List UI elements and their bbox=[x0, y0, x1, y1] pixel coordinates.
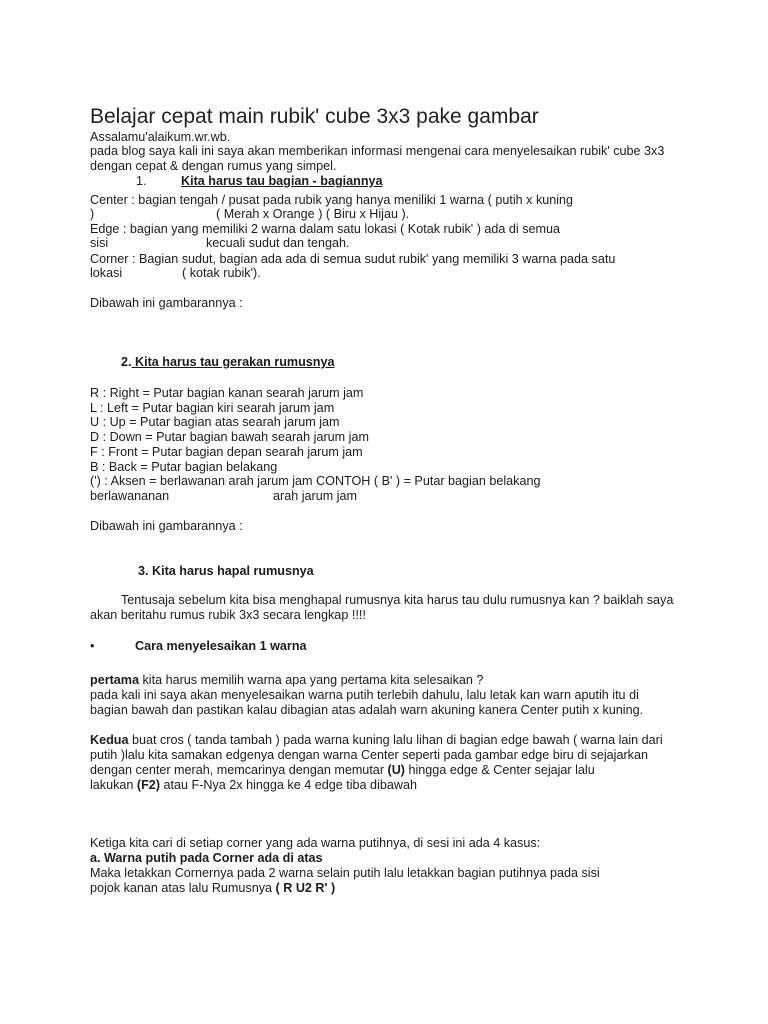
section2-number: 2. bbox=[121, 355, 132, 369]
corner-line-1: Corner : Bagian sudut, bagian ada ada di semua sudut rubik' yang memiliki 3 warna pada satu bbox=[90, 252, 616, 266]
center-line-1: Center : bagian tengah / pusat pada rubik yang hanya meniliki 1 warna ( putih x kuning bbox=[90, 193, 574, 207]
move-line: F : Front = Putar bagian depan searah jarum jam bbox=[90, 445, 363, 459]
kedua-line-3c: hingga edge & Center sejajar lalu bbox=[405, 763, 595, 777]
move-line: B : Back = Putar bagian belakang bbox=[90, 460, 278, 474]
section1-number: 1. bbox=[136, 174, 147, 188]
edge-line-1: Edge : bagian yang memiliki 2 warna dalam satu lokasi ( Kotak rubik' ) ada di semua bbox=[90, 222, 561, 236]
case-a-heading: a. Warna putih pada Corner ada di atas bbox=[90, 851, 323, 865]
section3-para-line-1: Tentusaja sebelum kita bisa menghapal rumusnya kita harus tau dulu rumusnya kan ? baiklah saya bbox=[121, 593, 674, 607]
section2-caption: Dibawah ini gambarannya : bbox=[90, 519, 243, 533]
move-line: (') : Aksen = berlawanan arah jarum jam CONTOH ( B' ) = Putar bagian belakang bbox=[90, 474, 541, 488]
edge-line-2a: sisi bbox=[90, 236, 109, 250]
kedua-bold: Kedua bbox=[90, 733, 129, 747]
corner-line-2b: ( kotak rubik'). bbox=[182, 266, 261, 280]
section3-para-line-2: akan beritahu rumus rubik 3x3 secara lengkap !!!! bbox=[90, 608, 366, 622]
case-a-line-2a: pojok kanan atas lalu Rumusnya bbox=[90, 881, 276, 895]
center-line-2b: ( Merah x Orange ) ( Biru x Hijau ). bbox=[216, 207, 410, 221]
intro-line-1: pada blog saya kali ini saya akan memberikan informasi mengenai cara menyelesaikan rubik' cube 3x3 bbox=[90, 144, 665, 158]
case-a-line-1: Maka letakkan Cornernya pada 2 warna selain putih lalu letakkan bagian putihnya pada sisi bbox=[90, 866, 600, 880]
center-line-2a: ) bbox=[90, 207, 95, 221]
move-line: U : Up = Putar bagian atas searah jarum jam bbox=[90, 415, 340, 429]
section2-heading-text: Kita harus tau gerakan rumusnya bbox=[131, 355, 335, 369]
move-cont-b: arah jarum jam bbox=[273, 489, 357, 503]
kedua-line-1 bbox=[90, 733, 663, 748]
kedua-line-3a: dengan center merah, memcarinya dengan memutar bbox=[90, 763, 388, 777]
move-line: L : Left = Putar bagian kiri searah jarum jam bbox=[90, 401, 335, 415]
ketiga-line: Ketiga kita cari di setiap corner yang ada warna putihnya, di sesi ini ada 4 kasus: bbox=[90, 836, 541, 850]
kedua-line-4a: lakukan bbox=[90, 778, 137, 792]
section1-caption: Dibawah ini gambarannya : bbox=[90, 296, 243, 310]
kedua-rest: buat cros ( tanda tambah ) pada warna kuning lalu lihan di bagian edge bawah ( warna lain dari bbox=[128, 733, 663, 747]
pertama-bold: pertama bbox=[90, 673, 139, 687]
pertama-line-2: pada kali ini saya akan menyelesaikan warna putih terlebih dahulu, lalu letak kan warn aputih itu di bbox=[90, 688, 639, 702]
kedua-line-3 bbox=[90, 763, 595, 778]
greeting: Assalamu'alaikum.wr.wb. bbox=[90, 130, 231, 144]
kedua-line-3b: (U) bbox=[387, 763, 405, 777]
section3-heading: 3. Kita harus hapal rumusnya bbox=[138, 564, 314, 578]
kedua-line-4b: (F2) bbox=[136, 778, 161, 792]
kedua-line-2: putih )lalu kita samakan edgenya dengan warna Center seperti pada gambar edge biru di sejajarkan bbox=[90, 748, 648, 762]
bullet-heading: Cara menyelesaikan 1 warna bbox=[135, 639, 307, 653]
section1-heading: Kita harus tau bagian - bagiannya bbox=[181, 174, 383, 188]
intro-line-2: dengan cepat & dengan rumus yang simpel. bbox=[90, 159, 337, 173]
case-a-line-2 bbox=[90, 881, 335, 896]
move-line: R : Right = Putar bagian kanan searah jarum jam bbox=[90, 386, 364, 400]
document-title: Belajar cepat main rubik' cube 3x3 pake gambar bbox=[90, 105, 539, 128]
pertama-rest: kita harus memilih warna apa yang pertama kita selesaikan ? bbox=[139, 673, 484, 687]
pertama-line-3: bagian bawah dan pastikan kalau dibagian atas adalah warn akuning kanera Center putih x kuning. bbox=[90, 703, 644, 717]
corner-line-2a: lokasi bbox=[90, 266, 123, 280]
bullet-marker: • bbox=[90, 639, 95, 653]
section2-heading bbox=[121, 355, 334, 370]
move-line: D : Down = Putar bagian bawah searah jarum jam bbox=[90, 430, 369, 444]
move-cont-a: berlawananan bbox=[90, 489, 170, 503]
pertama-line-1 bbox=[90, 673, 483, 688]
edge-line-2b: kecuali sudut dan tengah. bbox=[206, 236, 350, 250]
case-a-formula: ( R U2 R' ) bbox=[275, 881, 336, 895]
kedua-line-4 bbox=[90, 778, 417, 793]
kedua-line-4c: atau F-Nya 2x hingga ke 4 edge tiba dibawah bbox=[160, 778, 417, 792]
